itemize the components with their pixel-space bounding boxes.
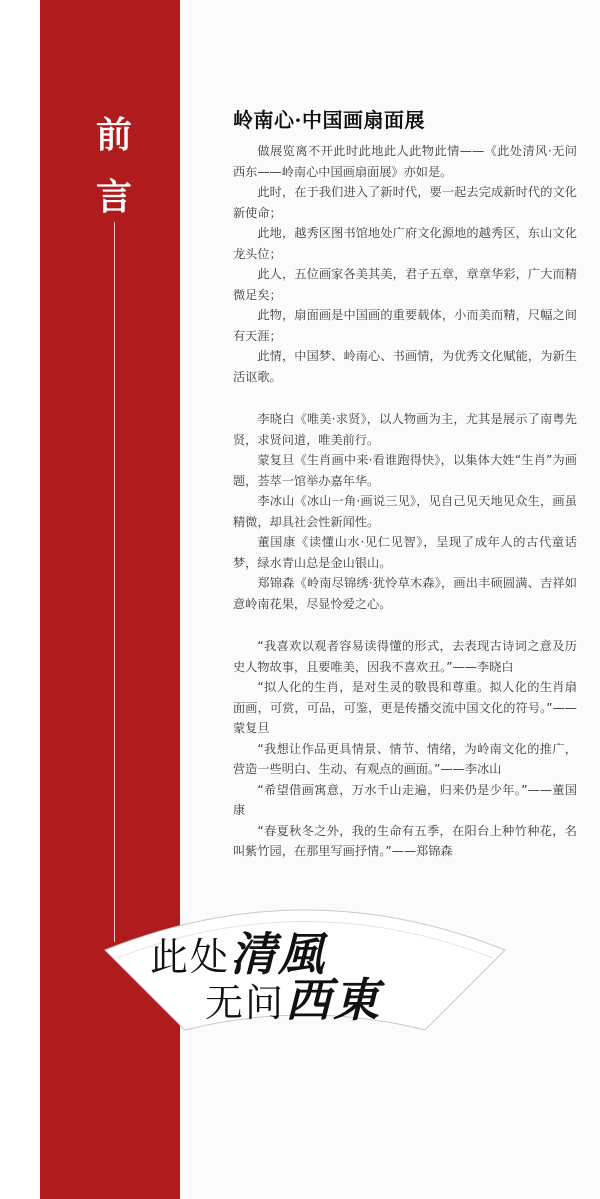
intro-paragraph: 此时，在于我们进入了新时代，要一起去完成新时代的文化新使命； xyxy=(233,185,577,220)
side-divider-line xyxy=(114,222,115,942)
artist-paragraph: 李晓白《唯美·求贤》，以人物画为主，尤其是展示了南粤先贤，求贤问道，唯美前行。 xyxy=(233,412,577,447)
side-title-char-1: 前 xyxy=(95,114,132,156)
preface-content xyxy=(233,104,577,862)
side-title xyxy=(92,104,136,228)
fan-text-plain: 此处 xyxy=(150,935,231,979)
intro-paragraph: 此情，中国梦、岭南心、书画情，为优秀文化赋能，为新生活讴歌。 xyxy=(233,349,577,384)
quote-paragraph: “我想让作品更具情景、情节、情绪，为岭南文化的推广，营造一些明白、生动、有观点的画面。”——李冰山 xyxy=(233,741,577,776)
intro-paragraph: 做展览离不开此时此地此人此物此情——《此处清风·无问西东——岭南心中国画扇面展》亦如是。 xyxy=(233,144,577,179)
quote-paragraph: “春夏秋冬之外，我的生命有五季，在阳台上种竹种花，名叫紫竹园，在那里写画抒情。”——郑锦森 xyxy=(233,823,577,858)
artist-paragraph: 董国康《读懂山水·见仁见智》，呈现了成年人的古代童话梦，绿水青山总是金山银山。 xyxy=(233,535,577,570)
section-gap xyxy=(233,614,577,636)
quote-paragraph: “希望借画寓意，万水千山走遍，归来仍是少年。”——董国康 xyxy=(233,782,577,817)
artist-paragraph: 李冰山《冰山一角·画说三见》，见自己见天地见众生，画虽精微，却具社会性新闻性。 xyxy=(233,494,577,529)
quote-paragraph: “我喜欢以观者容易读得懂的形式，去表现古诗词之意及历史人物故事，且要唯美，因我不喜欢丑。”——李晓白 xyxy=(233,639,577,674)
intro-paragraph: 此人，五位画家各美其美，君子五章，章章华彩，广大而精微足矣； xyxy=(233,267,577,302)
fan-text-line-2 xyxy=(205,964,381,1030)
fan-text-plain: 无问 xyxy=(205,981,286,1025)
fan-text-brush: 清風 xyxy=(230,927,327,981)
quote-paragraph: “拟人化的生肖，是对生灵的敬畏和尊重。拟人化的生肖扇面画，可赏，可品，可鉴，更是传播交流中国文化的符号。”——蒙复旦 xyxy=(233,680,577,735)
fan-text-brush: 西東 xyxy=(285,973,382,1027)
intro-paragraph: 此物，扇面画是中国画的重要载体，小而美而精，尺幅之间有天涯； xyxy=(233,308,577,343)
exhibition-title: 岭南心·中国画扇面展 xyxy=(233,108,425,132)
artist-paragraph: 蒙复旦《生肖画中来·看谁跑得快》，以集体大姓“生肖”为画题，荟萃一馆举办嘉年华。 xyxy=(233,453,577,488)
artist-paragraph: 郑锦森《岭南尽锦绣·犹怜草木森》，画出丰硕圆满、吉祥如意岭南花果，尽显怜爱之心。 xyxy=(233,576,577,611)
section-gap xyxy=(233,387,577,409)
intro-paragraph: 此地，越秀区图书馆地处广府文化源地的越秀区，东山文化龙头位； xyxy=(233,226,577,261)
side-title-char-2: 言 xyxy=(95,176,132,218)
left-margin xyxy=(0,0,40,1199)
